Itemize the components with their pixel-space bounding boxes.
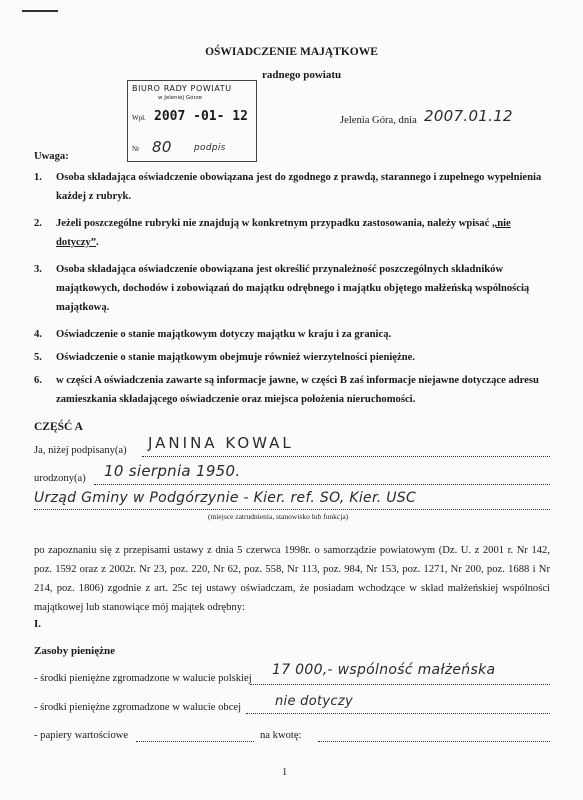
intro-paragraph: po zapoznaniu się z przepisami ustawy z dnia 5 czerwca 1998r. o samorządzie powiatowym (Dz. U. z 2001 r. Nr 142, poz. 1592 oraz z 2002r. Nr 23, poz. 220, Nr 62, poz. 558, Nr 113, poz. 984, Nr 153, poz. 1271, Nr 200, poz. 1688 i Nr 214, poz. 1806) zgodnie z art. 25c tej ustawy oświadczam, że posiadam wchodzące w skład małżeńskiej wspólności majątkowej lub stanowiące mój majątek odrębny:	[34, 545, 550, 613]
registry-stamp	[127, 80, 257, 162]
signer-line	[142, 456, 550, 457]
page-title: OŚWIADCZENIE MAJĄTKOWE	[205, 46, 378, 58]
amount-line	[318, 741, 550, 742]
stamp-line1: BIURO RADY POWIATU	[132, 84, 232, 93]
list-item: 4. Oświadczenie o stanie majątkowym dotyczy majątku w kraju i za granicą.	[34, 329, 392, 340]
securities-label: - papiery wartościowe	[34, 730, 129, 741]
signer-name: JANINA KOWAL	[148, 434, 294, 452]
list-item: 6. w części A oświadczenia zawarte są informacje jawne, w części B zaś informacje niejawne dotyczące adresu zamieszkania składającego oświadczenie oraz miejsca położenia nieruchomości.	[34, 375, 539, 405]
pln-label: - środki pieniężne zgromadzone w walucie polskiej	[34, 673, 252, 684]
stamp-signature: podpis	[194, 143, 226, 153]
resources-heading: Zasoby pieniężne	[34, 645, 115, 657]
signer-label: Ja, niżej podpisany(a)	[34, 445, 127, 456]
foreign-label: - środki pieniężne zgromadzone w walucie obcej	[34, 702, 242, 713]
section-number: I.	[34, 618, 42, 630]
stamp-wpl-label: Wpł.	[132, 114, 146, 122]
stamp-nr-label: Nr	[132, 145, 140, 153]
list-item: 1. Osoba składająca oświadczenie obowiązana jest do zgodnego z prawdą, starannego i zupełnego wypełnienia każdej z rubryk.	[34, 172, 542, 202]
foreign-line	[246, 713, 550, 714]
pln-value: 17 000,- wspólność małżeńska	[272, 662, 496, 678]
place-date: 2007.01.12	[424, 107, 513, 125]
pln-line	[250, 684, 550, 685]
page-number: 1	[282, 767, 288, 778]
born-label: urodzony(a)	[34, 473, 86, 484]
foreign-value: nie dotyczy	[275, 694, 353, 709]
place-label: Jelenia Góra, dnia	[340, 115, 417, 126]
list-item: 5. Oświadczenie o stanie majątkowym obejmuje również wierzytelności pieniężne.	[34, 352, 415, 363]
list-item: 3. Osoba składająca oświadczenie obowiązana jest określić przynależność poszczególnych składników majątkowych, dochodów i zobowiązań do majątku odrębnego i majątku objętego małżeńską wspólnością majątkową.	[34, 264, 530, 313]
part-a-heading: CZĘŚĆ A	[34, 421, 83, 433]
workplace-value: Urząd Gminy w Podgórzynie - Kier. ref. SO, Kier. USC	[34, 490, 417, 506]
stamp-number: 80	[152, 138, 172, 156]
uwaga-label: Uwaga:	[34, 151, 69, 162]
page-subtitle: radnego powiatu	[262, 69, 342, 81]
securities-line	[136, 741, 254, 742]
workplace-line	[34, 509, 550, 510]
amount-label: na kwotę:	[260, 730, 302, 741]
born-line	[94, 484, 550, 485]
stamp-date: 2007 -01- 12	[154, 109, 248, 124]
stamp-line2: w Jeleniej Górze	[158, 95, 202, 101]
scan-mark	[22, 10, 58, 12]
list-item: 2. Jeżeli poszczególne rubryki nie znajdują w konkretnym przypadku zastosowania, należy wpisać „nie dotyczy”.	[34, 218, 511, 248]
born-value: 10 sierpnia 1950.	[104, 462, 241, 480]
workplace-caption: (miejsce zatrudnienia, stanowisko lub funkcja)	[208, 512, 349, 521]
notes-list	[34, 168, 554, 417]
